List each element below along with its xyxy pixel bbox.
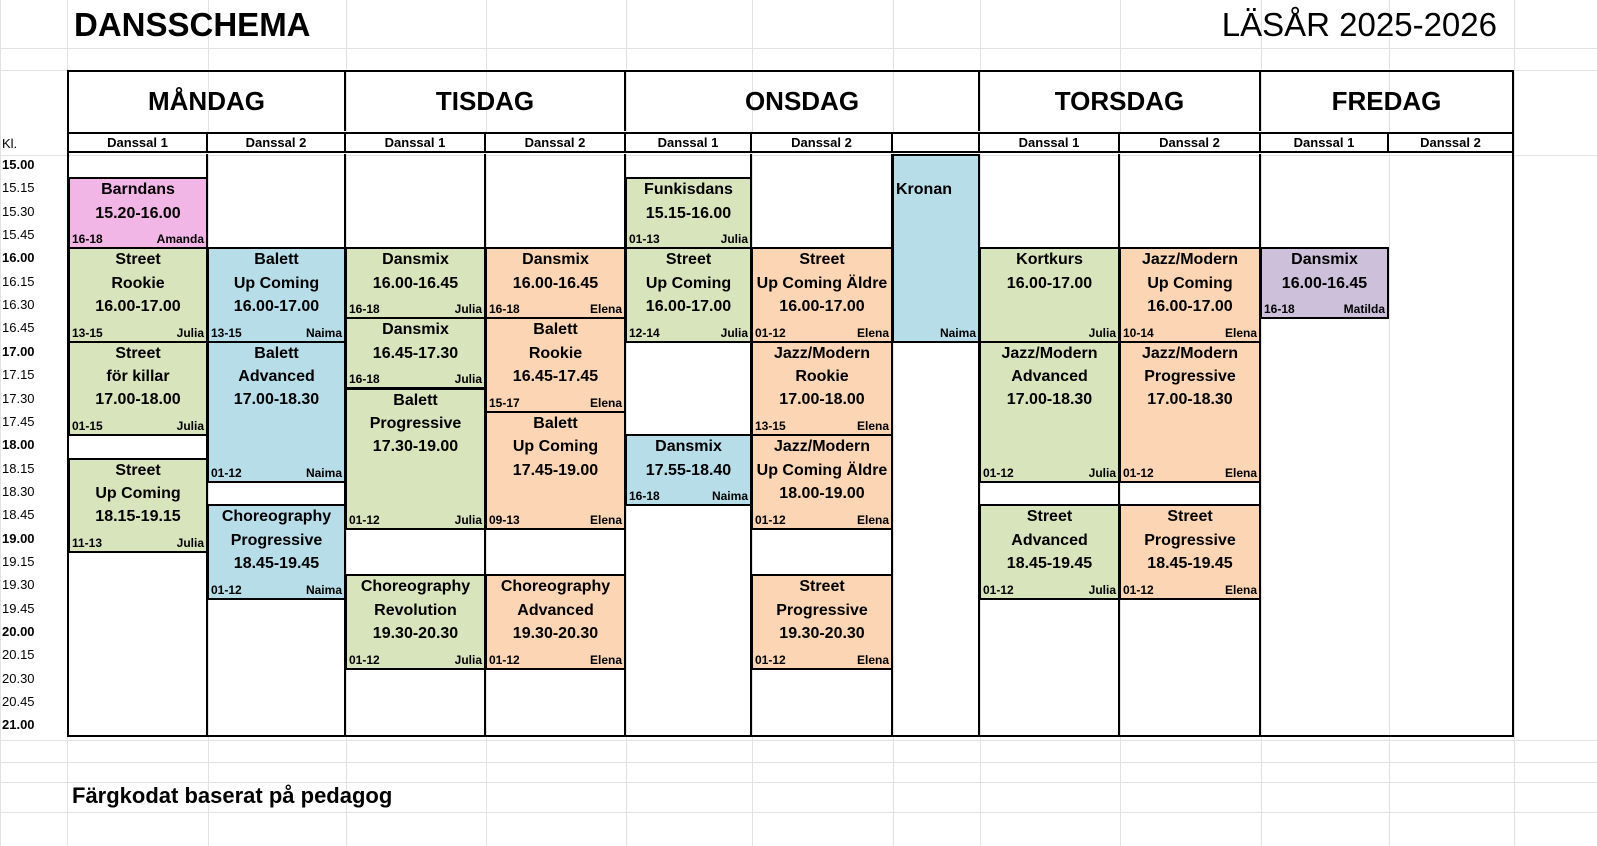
- class-line: Street: [799, 251, 845, 269]
- class-line: 17.30-19.00: [372, 438, 459, 456]
- class-line: Dansmix: [522, 251, 589, 269]
- class-teacher: Elena: [856, 512, 889, 527]
- class-block[interactable]: [751, 574, 893, 669]
- class-block[interactable]: [751, 341, 893, 436]
- time-label: 16.30: [2, 297, 35, 313]
- time-label: 19.15: [2, 553, 35, 569]
- class-line: Kronan: [896, 181, 952, 199]
- time-label: 15.00: [2, 157, 35, 172]
- class-age-group: 01-12: [349, 652, 380, 667]
- time-label: 17.45: [2, 413, 35, 429]
- class-block[interactable]: [68, 177, 208, 249]
- class-line: 17.55-18.40: [645, 461, 732, 479]
- class-age-group: 12-14: [629, 325, 660, 340]
- class-line: Funkisdans: [644, 181, 733, 199]
- gridline-vertical: [1514, 0, 1515, 846]
- class-block[interactable]: [345, 247, 486, 319]
- class-line: Rookie: [795, 368, 849, 386]
- class-line: Street: [115, 251, 161, 269]
- class-teacher: Julia: [454, 302, 482, 317]
- class-line: Jazz/Modern: [1141, 251, 1238, 269]
- class-block[interactable]: [979, 341, 1120, 483]
- class-line: Up Coming Äldre: [756, 274, 888, 292]
- class-block[interactable]: [979, 247, 1120, 342]
- class-line: Progressive: [230, 531, 323, 549]
- class-block[interactable]: [207, 504, 346, 599]
- class-line: för killar: [106, 368, 170, 386]
- class-age-group: 01-13: [629, 232, 660, 247]
- class-block[interactable]: [68, 247, 208, 342]
- class-teacher: Julia: [454, 372, 482, 387]
- class-teacher: Elena: [589, 512, 622, 527]
- class-line: 17.00-18.30: [1147, 391, 1233, 409]
- class-block[interactable]: [751, 247, 893, 342]
- class-block[interactable]: [485, 574, 626, 669]
- class-line: 16.00-17.00: [95, 298, 181, 316]
- class-line: Dansmix: [382, 251, 449, 269]
- class-block[interactable]: [345, 317, 486, 389]
- class-block[interactable]: [625, 247, 752, 342]
- class-line: Street: [1167, 508, 1213, 526]
- room-header: Danssal 2: [1120, 132, 1261, 153]
- time-label: 15.30: [2, 203, 35, 219]
- time-label: 18.15: [2, 460, 35, 476]
- class-age-group: 01-15: [72, 419, 103, 434]
- class-teacher: Amanda: [156, 232, 204, 247]
- room-header: Danssal 1: [1261, 132, 1389, 153]
- room-header: [893, 132, 980, 153]
- class-teacher: Julia: [454, 652, 482, 667]
- class-age-group: 10-14: [1123, 325, 1154, 340]
- class-teacher: Elena: [856, 652, 889, 667]
- class-age-group: 16-18: [1264, 302, 1295, 317]
- class-line: Advanced: [238, 368, 315, 386]
- class-line: Rookie: [111, 274, 165, 292]
- time-label: 20.30: [2, 670, 35, 686]
- class-teacher: Naima: [939, 325, 976, 340]
- class-line: 16.00-17.00: [645, 298, 732, 316]
- class-teacher: Elena: [1224, 325, 1257, 340]
- class-line: Jazz/Modern: [1001, 344, 1098, 362]
- class-age-group: 09-13: [489, 512, 520, 527]
- class-line: Kortkurs: [1016, 251, 1083, 269]
- class-line: 16.00-17.00: [779, 298, 865, 316]
- time-label: 18.00: [2, 437, 35, 453]
- gridline-vertical: [0, 0, 1, 846]
- class-age-group: 16-18: [629, 489, 660, 504]
- class-line: 16.45-17.30: [372, 344, 459, 362]
- time-label: 17.00: [2, 343, 35, 359]
- class-block[interactable]: [68, 458, 208, 553]
- class-age-group: 16-18: [489, 302, 520, 317]
- class-line: Barndans: [101, 181, 175, 199]
- class-teacher: Julia: [1088, 582, 1116, 597]
- class-teacher: Julia: [454, 512, 482, 527]
- class-block[interactable]: [345, 574, 486, 669]
- class-teacher: Elena: [589, 652, 622, 667]
- class-teacher: Julia: [176, 535, 204, 550]
- room-header: Danssal 2: [752, 132, 893, 153]
- class-line: Up Coming: [233, 274, 320, 292]
- class-teacher: Naima: [711, 489, 748, 504]
- room-header: Danssal 1: [69, 132, 208, 153]
- class-block[interactable]: [1119, 341, 1261, 483]
- class-line: 17.00-18.30: [233, 391, 320, 409]
- class-teacher: Julia: [176, 325, 204, 340]
- class-line: 16.00-17.00: [1006, 274, 1093, 292]
- day-header-thursday: TORSDAG: [980, 72, 1261, 131]
- class-line: Up Coming: [645, 274, 732, 292]
- class-block[interactable]: [485, 247, 626, 319]
- class-line: Advanced: [517, 601, 594, 619]
- class-age-group: 16-18: [349, 302, 380, 317]
- time-label: 19.45: [2, 600, 35, 616]
- class-line: 18.00-19.00: [779, 484, 865, 502]
- class-teacher: Naima: [305, 325, 342, 340]
- class-age-group: 01-12: [1123, 465, 1154, 480]
- class-block[interactable]: [1119, 247, 1261, 342]
- class-line: Jazz/Modern: [773, 344, 870, 362]
- class-line: Dansmix: [382, 321, 449, 339]
- class-teacher: Elena: [589, 302, 622, 317]
- class-age-group: 13-15: [211, 325, 242, 340]
- class-line: 17.00-18.30: [1006, 391, 1093, 409]
- class-block[interactable]: [625, 434, 752, 506]
- gridline-horizontal: [0, 48, 1597, 49]
- class-block[interactable]: [345, 388, 486, 530]
- class-teacher: Elena: [1224, 582, 1257, 597]
- class-age-group: 01-12: [983, 465, 1014, 480]
- class-teacher: Julia: [176, 419, 204, 434]
- time-label: 19.00: [2, 530, 35, 546]
- class-line: Balett: [533, 321, 578, 339]
- class-block[interactable]: [485, 411, 626, 530]
- class-line: 18.45-19.45: [1006, 554, 1093, 572]
- class-line: 16.00-16.45: [512, 274, 599, 292]
- class-line: 19.30-20.30: [512, 624, 599, 642]
- class-teacher: Julia: [1088, 465, 1116, 480]
- room-header: Danssal 1: [346, 132, 486, 153]
- class-line: Street: [799, 578, 845, 596]
- gridline-horizontal: [0, 812, 1597, 813]
- class-line: Up Coming: [512, 438, 599, 456]
- class-line: 16.45-17.45: [512, 368, 599, 386]
- class-line: 19.30-20.30: [372, 624, 459, 642]
- class-line: Street: [115, 344, 161, 362]
- class-line: 18.45-19.45: [1147, 554, 1233, 572]
- room-header: Danssal 2: [486, 132, 626, 153]
- class-block[interactable]: [485, 317, 626, 412]
- class-line: Revolution: [374, 601, 457, 619]
- page-title: DANSSCHEMA: [74, 6, 311, 43]
- class-block[interactable]: [1260, 247, 1389, 319]
- room-header: Danssal 2: [1389, 132, 1512, 153]
- class-line: 17.00-18.00: [779, 391, 865, 409]
- class-teacher: Julia: [720, 232, 748, 247]
- class-age-group: 01-12: [755, 325, 786, 340]
- class-line: Advanced: [1011, 531, 1088, 549]
- class-age-group: 01-12: [983, 582, 1014, 597]
- day-header-friday: FREDAG: [1331, 86, 1442, 116]
- time-label: 17.30: [2, 390, 35, 406]
- room-header: Danssal 1: [980, 132, 1120, 153]
- class-line: 19.30-20.30: [779, 624, 865, 642]
- class-age-group: 01-12: [1123, 582, 1154, 597]
- time-label: 18.45: [2, 507, 35, 523]
- class-teacher: Matilda: [1343, 302, 1385, 317]
- class-age-group: 15-17: [489, 395, 520, 410]
- class-teacher: Naima: [305, 465, 342, 480]
- school-year: LÄSÅR 2025-2026: [1221, 6, 1497, 43]
- class-line: Jazz/Modern: [773, 438, 870, 456]
- class-age-group: 13-15: [72, 325, 103, 340]
- class-line: 16.00-17.00: [233, 298, 320, 316]
- class-block[interactable]: [979, 504, 1120, 599]
- class-teacher: Julia: [1088, 325, 1116, 340]
- class-line: Up Coming: [95, 484, 181, 502]
- class-block[interactable]: [751, 434, 893, 529]
- class-line: Jazz/Modern: [1141, 344, 1238, 362]
- time-label: 16.00: [2, 250, 35, 266]
- class-line: 15.15-16.00: [645, 204, 732, 222]
- class-line: Street: [115, 461, 161, 479]
- class-line: Up Coming Äldre: [756, 461, 888, 479]
- time-label: 15.15: [2, 180, 35, 196]
- time-label: 17.15: [2, 367, 35, 383]
- time-label: 20.15: [2, 647, 35, 663]
- class-block[interactable]: [68, 341, 208, 436]
- time-label: 20.45: [2, 694, 35, 710]
- class-age-group: 13-15: [755, 419, 786, 434]
- class-teacher: Elena: [856, 419, 889, 434]
- class-age-group: 01-12: [211, 465, 242, 480]
- room-header: Danssal 2: [208, 132, 346, 153]
- class-line: Balett: [254, 251, 299, 269]
- time-label: 15.45: [2, 227, 35, 243]
- class-line: Up Coming: [1147, 274, 1233, 292]
- class-age-group: 01-12: [489, 652, 520, 667]
- class-line: Dansmix: [655, 438, 722, 456]
- class-line: Balett: [254, 344, 299, 362]
- time-label: 18.30: [2, 483, 35, 499]
- class-line: Choreography: [360, 578, 471, 596]
- class-line: Progressive: [1144, 531, 1236, 549]
- class-line: 17.00-18.00: [95, 391, 181, 409]
- class-block[interactable]: [892, 154, 980, 343]
- color-legend-note: Färgkodat baserat på pedagog: [72, 783, 393, 808]
- class-line: 16.00-17.00: [1147, 298, 1233, 316]
- class-line: 16.00-16.45: [1281, 274, 1368, 292]
- day-header-monday: MÅNDAG: [69, 72, 346, 131]
- class-line: Advanced: [1011, 368, 1088, 386]
- class-block[interactable]: [207, 341, 346, 483]
- class-age-group: 01-12: [755, 652, 786, 667]
- class-teacher: Naima: [305, 582, 342, 597]
- class-line: 17.45-19.00: [512, 461, 599, 479]
- gridline-horizontal: [0, 762, 1597, 763]
- day-header-tuesday: TISDAG: [346, 72, 626, 131]
- time-label: 20.00: [2, 624, 35, 639]
- class-age-group: 01-12: [211, 582, 242, 597]
- class-line: Street: [665, 251, 712, 269]
- class-line: Progressive: [1144, 368, 1236, 386]
- class-line: 18.45-19.45: [233, 554, 320, 572]
- time-label: 21.00: [2, 717, 35, 733]
- class-age-group: 11-13: [72, 535, 103, 550]
- class-age-group: 01-12: [755, 512, 786, 527]
- class-line: Balett: [533, 414, 578, 432]
- time-label: 16.45: [2, 320, 35, 336]
- class-block[interactable]: [1119, 504, 1261, 599]
- class-line: Choreography: [221, 508, 332, 526]
- class-line: Balett: [393, 391, 438, 409]
- class-line: 18.15-19.15: [95, 508, 181, 526]
- class-teacher: Elena: [856, 325, 889, 340]
- room-header: Danssal 1: [626, 132, 752, 153]
- time-column-header: Kl.: [2, 136, 18, 151]
- day-header-wednesday: ONSDAG: [626, 72, 980, 131]
- class-block[interactable]: [207, 247, 346, 342]
- gridline-horizontal: [0, 740, 1597, 741]
- class-line: Progressive: [369, 414, 462, 432]
- class-line: 15.20-16.00: [95, 204, 181, 222]
- class-line: Dansmix: [1291, 251, 1358, 269]
- class-line: Street: [1026, 508, 1073, 526]
- class-teacher: Julia: [720, 325, 748, 340]
- time-label: 19.30: [2, 577, 35, 593]
- class-age-group: 16-18: [349, 372, 380, 387]
- class-teacher: Elena: [1224, 465, 1257, 480]
- class-line: 16.00-16.45: [372, 274, 459, 292]
- class-line: Rookie: [528, 344, 583, 362]
- class-line: Progressive: [776, 601, 868, 619]
- class-age-group: 16-18: [72, 232, 103, 247]
- time-label: 16.15: [2, 273, 35, 289]
- class-age-group: 01-12: [349, 512, 380, 527]
- class-line: Choreography: [500, 578, 611, 596]
- class-block[interactable]: [625, 177, 752, 249]
- class-teacher: Elena: [589, 395, 622, 410]
